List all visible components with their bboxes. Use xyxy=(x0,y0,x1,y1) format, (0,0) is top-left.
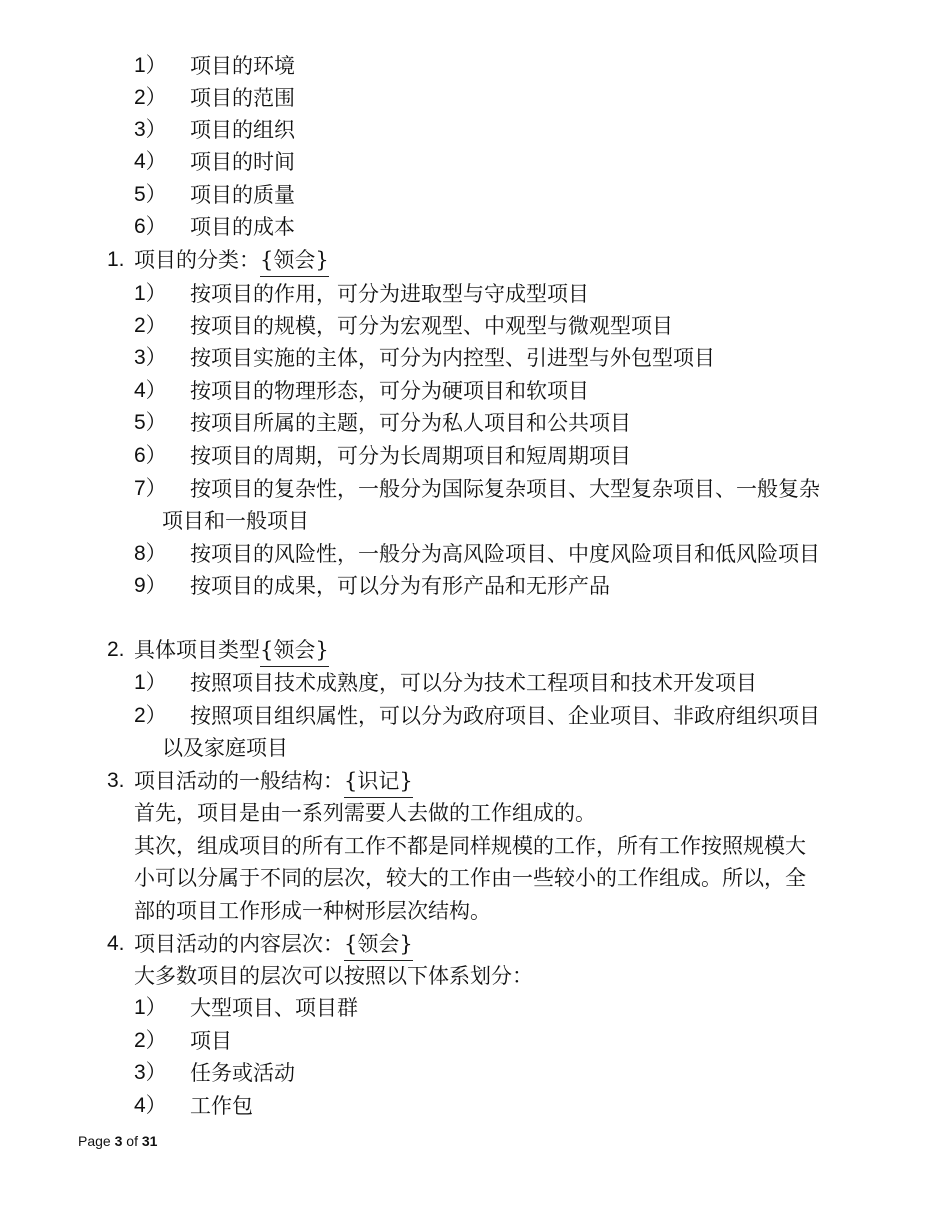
section-title: 项目活动的内容层次： xyxy=(134,932,344,956)
section-tag: {识记} xyxy=(344,769,413,793)
page-current: 3 xyxy=(114,1133,123,1149)
section-title: 具体项目类型 xyxy=(134,638,260,662)
document-page: 1） 项目的环境 2） 项目的范围 3） 项目的组织 4） 项目的时间 5） 项目的质量 6） 项目的成本 1. 项目的分类：{领会} 1） 按项目的作用，可分为进取型与守成型项目 2） 按项目的规模，可分为宏观型、中观型与微观型项目 3） 按项目实施的主体，可分为内控型、引进型与外包型项目 4） 按项目的物理形态，可分为硬项目和软项目 5） 按项目所属的主题，可分为私人项目和公共项目 6） 按项目的周期，可分为长周期项目和短周期项目 7） 按项目的复杂性，一般分为国际复杂项目、大型复杂项目、一般复杂 项目和一般项目 8） 按项目的风险性，一般分为高风险项目、中度风险项目和低风险项目 9） 按项目的成果，可以分为有形产品和无形产品 2. 具体项目类型{领会} 1） 按照项目技术成熟度，可以分为技术工程项目和技术开发项目 2） 按照项目组织属性，可以分为政府项目、企业项目、非政府组织项目 以及家庭项目 3. 项目活动的一般结构：{识记} 首先，项目是由一系列需要人去做的工作组成的。 其次，组成项目的所有工作不都是同样规模的工作，所有工作按照规模大 小可以分属于不同的层次，较大的工作由一些较小的工作组成。所以，全 部的项目工作形成一种树形层次结构。 4. 项目活动的内容层次：{领会} 大多数项目的层次可以按照以下体系划分： 1） 大型项目、项目群 2） 项目 3） 任务或活动 4） 工作包 Page 3 of 31 xyxy=(78,54,820,1149)
section-tag: {领会} xyxy=(344,932,413,956)
section-tag: {领会} xyxy=(260,248,329,272)
section-title: 项目活动的一般结构： xyxy=(134,769,344,793)
section-tag: {领会} xyxy=(260,638,329,662)
page-footer: Page 3 of 31 xyxy=(78,1133,158,1149)
section-title: 项目的分类： xyxy=(134,248,260,272)
page-total: 31 xyxy=(141,1133,158,1149)
